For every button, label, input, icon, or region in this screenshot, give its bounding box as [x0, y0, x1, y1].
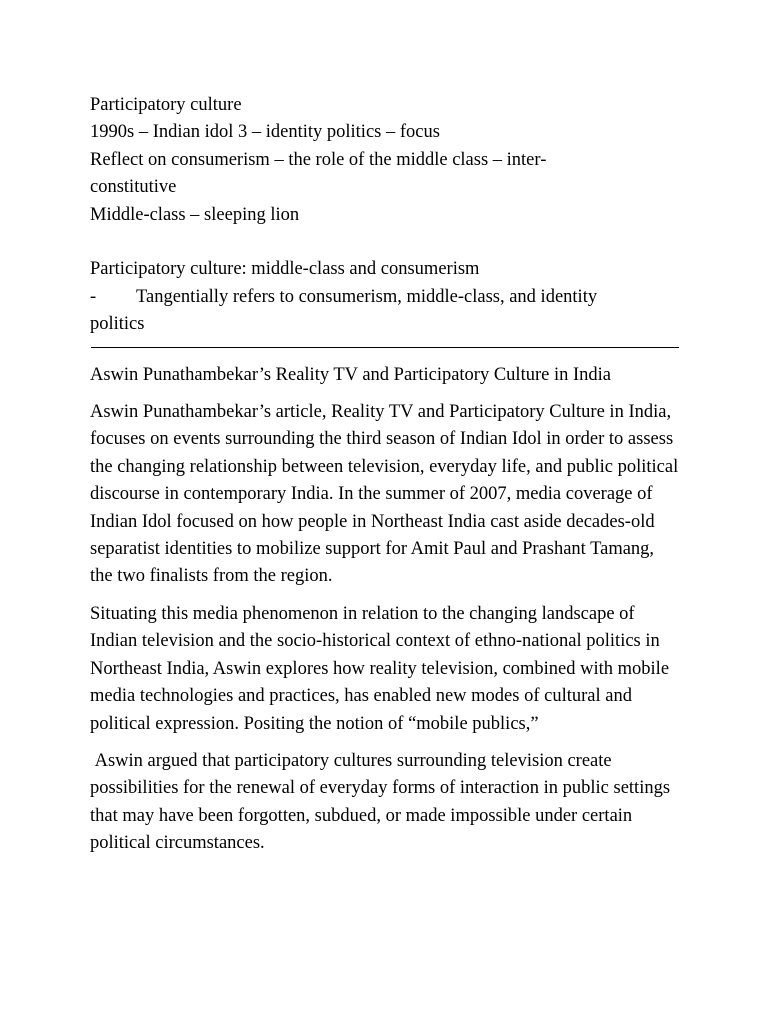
bullet-text: Tangentially refers to consumerism, middle-class, and identity: [136, 286, 598, 307]
note-line: Reflect on consumerism – the role of the middle class – inter-: [90, 149, 547, 170]
blank-line: [90, 229, 680, 256]
note-line: 1990s – Indian idol 3 – identity politics – focus: [90, 122, 440, 143]
bullet-mark: -: [90, 286, 97, 307]
article-paragraph: Situating this media phenomenon in relation to the changing landscape of Indian television and the socio-historical context of ethno-national politics in Northeast India, Aswin explores how reality television, combined with mobile media technologies and practices, has enabled new modes of cultural and political expression. Positing the notion of “mobile publics,”: [90, 603, 670, 734]
bullet-item: [90, 284, 680, 311]
article-paragraph: Aswin Punathambekar’s article, Reality TV and Participatory Culture in India, focuses on events surrounding the third season of Indian Idol in order to assess the changing relationship between television, everyday life, and public political discourse in contemporary India. In the summer of 2007, media coverage of Indian Idol focused on how people in Northeast India cast aside decades-old separatist identities to mobilize support for Amit Paul and Prashant Tamang, the two finalists from the region.: [90, 402, 679, 587]
article-heading: Aswin Punathambekar’s Reality TV and Participatory Culture in India: [90, 364, 611, 385]
note-line: Middle-class – sleeping lion: [90, 204, 300, 225]
note-line: Participatory culture: middle-class and consumerism: [90, 259, 480, 280]
note-line: constitutive: [90, 177, 177, 198]
bullet-text-continued: politics: [90, 314, 145, 335]
horizontal-rule: [91, 347, 679, 348]
note-line: Participatory culture: [90, 95, 242, 115]
article-paragraph: Aswin argued that participatory cultures surrounding television create possibilities for the renewal of everyday forms of interaction in public settings that may have been forgotten, subdued, or made impossible under certain political circumstances.: [90, 750, 675, 854]
document-page: [90, 92, 680, 858]
